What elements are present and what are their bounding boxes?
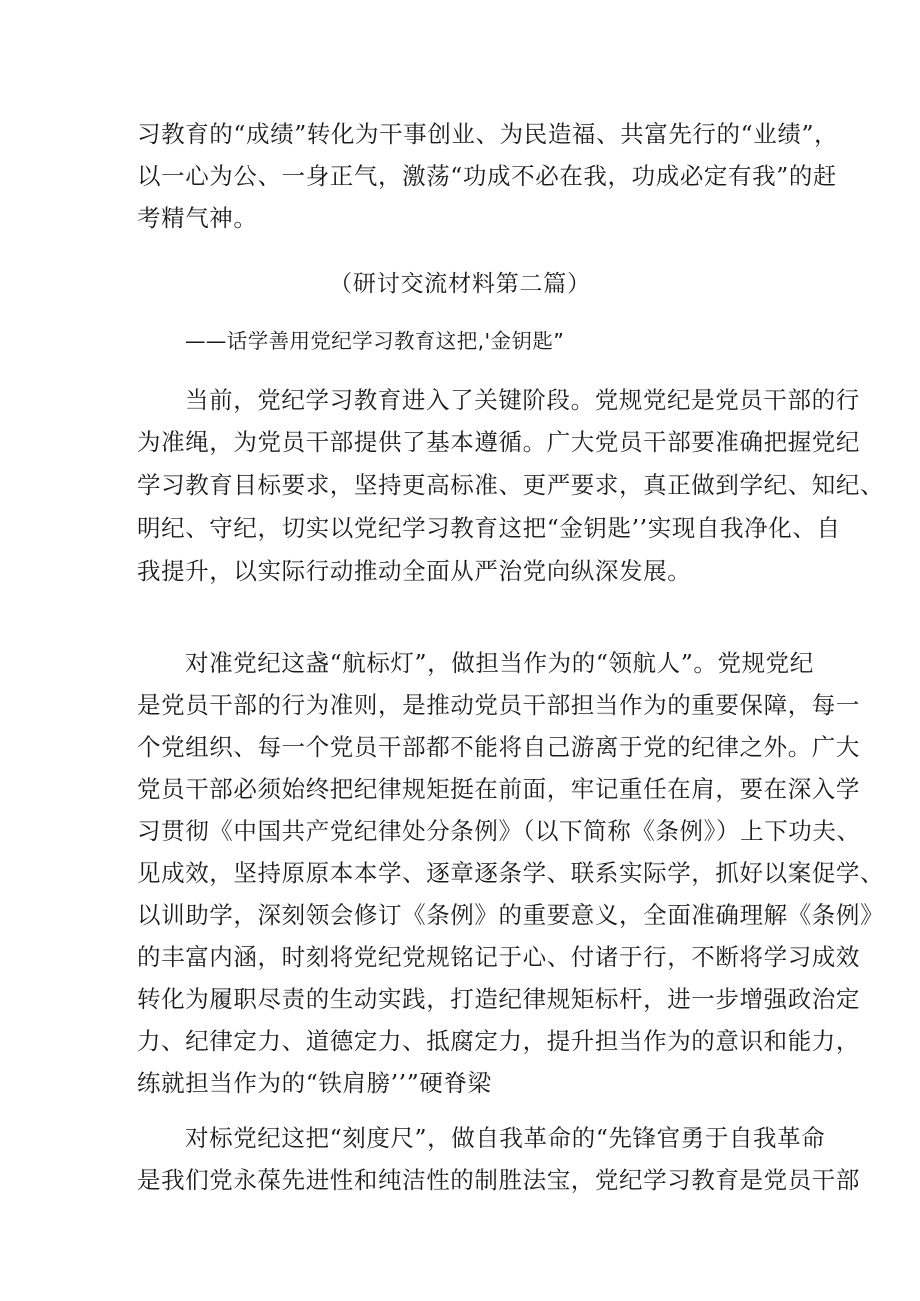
section-heading: （研讨交流材料第二篇） xyxy=(329,271,591,297)
intro-line-1: 习教育的“成绩”转化为干事创业、为民造福、共富先行的“业绩”， xyxy=(137,120,839,148)
paragraph1-line-5: 我提升，以实际行动推动全面从严治党向纵深发展。 xyxy=(137,557,692,585)
paragraph2-line-3: 个党组织、每一个党员干部都不能将自己游离于党的纪律之外。广大 xyxy=(137,733,860,761)
paragraph2-line-5: 习贯彻《中国共产党纪律处分条例》（以下简称《条例》）上下功夫、 xyxy=(137,817,861,845)
intro-line-2: 以一心为公、一身正气，激荡“功成不必在我，功成必定有我”的赶 xyxy=(137,162,838,190)
paragraph2-line-2: 是党员干部的行为准则，是推动党员干部担当作为的重要保障，每一 xyxy=(137,691,860,719)
paragraph1-line-3: 学习教育目标要求，坚持更高标准、更严要求，真正做到学纪、知纪、 xyxy=(137,471,885,499)
paragraph2-line-9: 转化为履职尽责的生动实践，打造纪律规矩标杆，进一步增强政治定 xyxy=(137,985,860,1013)
paragraph2-line-1: 对准党纪这盏“航标灯”，做担当作为的“领航人”。党规党纪 xyxy=(185,649,814,677)
paragraph1-line-1: 当前，党纪学习教育进入了关键阶段。党规党纪是党员干部的行 xyxy=(185,386,860,414)
paragraph2-line-6: 见成效，坚持原原本本学、逐章逐条学、联系实际学，抓好以案促学、 xyxy=(137,859,885,887)
paragraph2-line-10: 力、纪律定力、道德定力、抵腐定力，提升担当作为的意识和能力， xyxy=(137,1027,860,1055)
section-subtitle: ——话学善用党纪学习教育这把,'金钥匙” xyxy=(185,329,565,353)
intro-line-3: 考精气神。 xyxy=(137,204,258,232)
paragraph3-line-2: 是我们党永葆先进性和纯洁性的制胜法宝，党纪学习教育是党员干部 xyxy=(137,1166,860,1194)
paragraph2-line-4: 党员干部必须始终把纪律规矩挺在前面，牢记重任在肩，要在深入学 xyxy=(137,775,860,803)
paragraph2-line-8: 的丰富内涵，时刻将党纪党规铭记于心、付诸于行，不断将学习成效 xyxy=(137,943,860,971)
paragraph2-line-7: 以训助学，深刻领会修订《条例》的重要意义，全面准确理解《条例》 xyxy=(137,901,885,929)
paragraph1-line-2: 为准绳，为党员干部提供了基本遵循。广大党员干部要准确把握党纪 xyxy=(137,428,860,456)
paragraph1-line-4: 明纪、守纪，切实以党纪学习教育这把“金钥匙’’实现自我净化、自 xyxy=(137,514,841,542)
paragraph2-line-11: 练就担当作为的“铁肩膀’’”硬脊梁 xyxy=(137,1069,492,1097)
paragraph3-line-1: 对标党纪这把“刻度尺”，做自我革命的“先锋官勇于自我革命 xyxy=(185,1124,826,1152)
